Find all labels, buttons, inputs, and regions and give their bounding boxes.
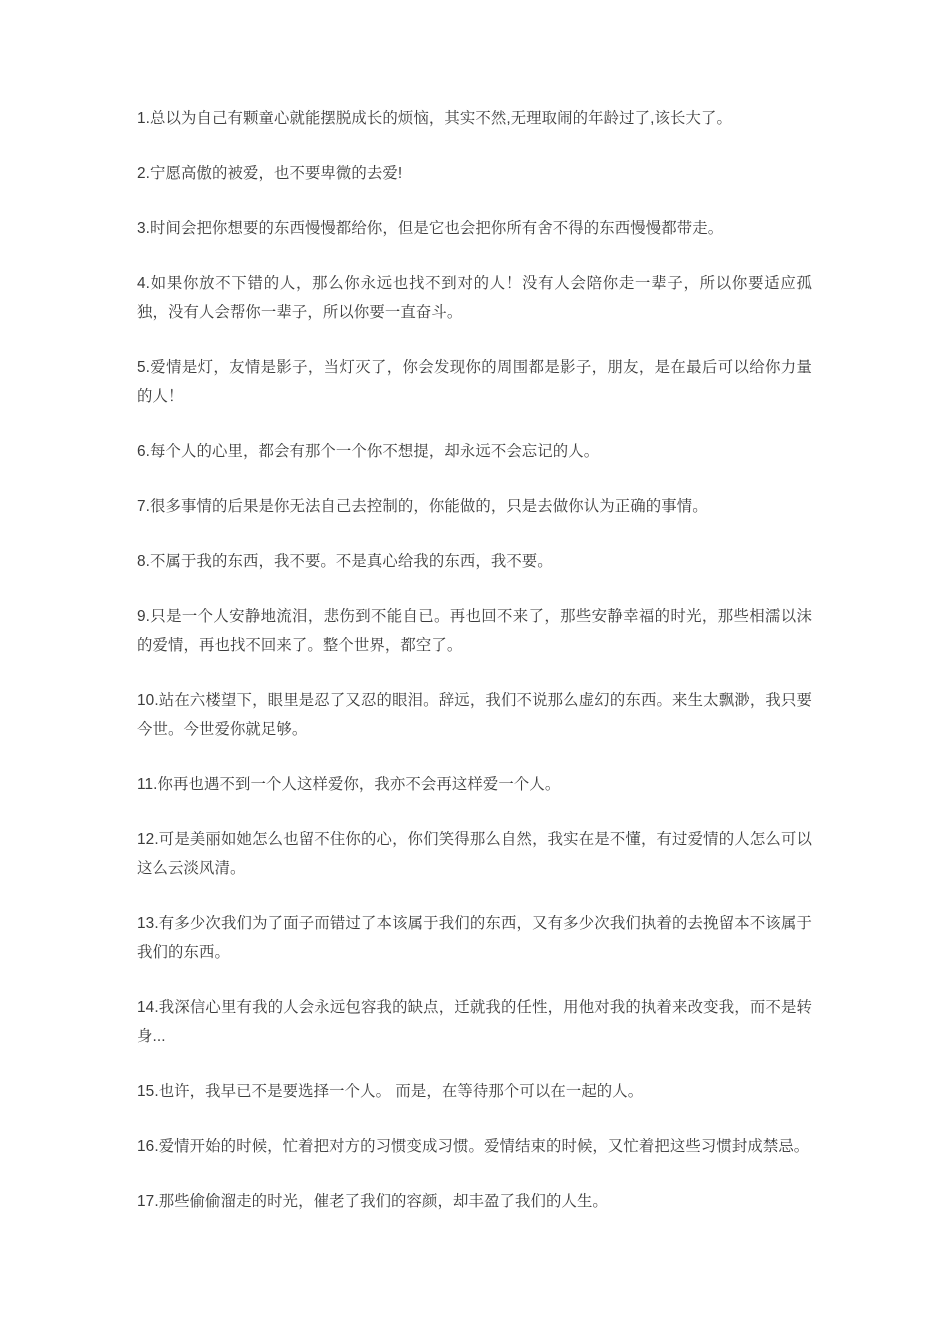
paragraph-3: 3.时间会把你想要的东西慢慢都给你，但是它也会把你所有舍不得的东西慢慢都带走。 <box>137 220 724 237</box>
paragraph-8: 8.不属于我的东西，我不要。不是真心给我的东西，我不要。 <box>137 553 553 570</box>
paragraph-1: 1.总以为自己有颗童心就能摆脱成长的烦恼，其实不然,无理取闹的年龄过了,该长大了。 <box>137 110 732 127</box>
paragraph-4: 4.如果你放不下错的人，那么你永远也找不到对的人！没有人会陪你走一辈子，所以你要适应孤独，没有人会帮你一辈子，所以你要一直奋斗。 <box>137 275 812 321</box>
paragraph-9: 9.只是一个人安静地流泪，悲伤到不能自已。再也回不来了，那些安静幸福的时光，那些相濡以沫的爱情，再也找不回来了。整个世界，都空了。 <box>137 608 812 654</box>
paragraph-13: 13.有多少次我们为了面子而错过了本该属于我们的东西，又有多少次我们执着的去挽留本不该属于我们的东西。 <box>137 915 812 961</box>
paragraph-16: 16.爱情开始的时候，忙着把对方的习惯变成习惯。爱情结束的时候，又忙着把这些习惯封成禁忌。 <box>137 1138 810 1155</box>
document-body <box>137 104 812 1216</box>
paragraph-14: 14.我深信心里有我的人会永远包容我的缺点，迁就我的任性，用他对我的执着来改变我，而不是转身... <box>137 999 812 1045</box>
paragraph-2: 2.宁愿高傲的被爱，也不要卑微的去爱! <box>137 165 403 182</box>
paragraph-12: 12.可是美丽如她怎么也留不住你的心，你们笑得那么自然，我实在是不懂，有过爱情的人怎么可以这么云淡风清。 <box>137 831 812 877</box>
paragraph-6: 6.每个人的心里，都会有那个一个你不想提，却永远不会忘记的人。 <box>137 443 600 460</box>
paragraph-7: 7.很多事情的后果是你无法自己去控制的，你能做的，只是去做你认为正确的事情。 <box>137 498 708 515</box>
paragraph-17: 17.那些偷偷溜走的时光，催老了我们的容颜，却丰盈了我们的人生。 <box>137 1193 608 1210</box>
paragraph-10: 10.站在六楼望下，眼里是忍了又忍的眼泪。辞远，我们不说那么虚幻的东西。来生太飘渺，我只要今世。今世爱你就足够。 <box>137 692 812 738</box>
paragraph-5: 5.爱情是灯，友情是影子，当灯灭了，你会发现你的周围都是影子，朋友，是在最后可以给你力量的人！ <box>137 359 812 405</box>
paragraph-11: 11.你再也遇不到一个人这样爱你，我亦不会再这样爱一个人。 <box>137 776 561 793</box>
paragraph-15: 15.也许，我早已不是要选择一个人。 而是，在等待那个可以在一起的人。 <box>137 1083 644 1100</box>
